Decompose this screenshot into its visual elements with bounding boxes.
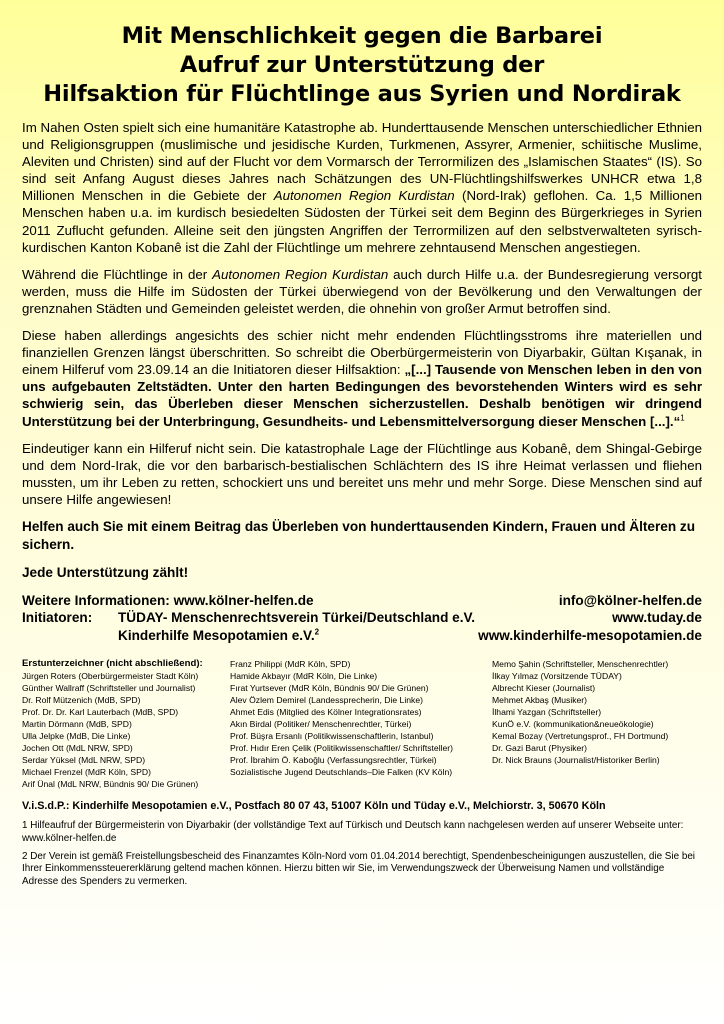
every-support-counts: Jede Unterstützung zählt! (22, 564, 189, 580)
signer-entry: Albrecht Kieser (Journalist) (492, 683, 596, 694)
info-row-org1 (22, 609, 702, 627)
initiators-label: Initiatoren: (22, 610, 93, 626)
signer-entry: Mehmet Akbaş (Musiker) (492, 695, 588, 706)
signers-column-2 (230, 658, 492, 790)
paragraph-aid-text-a: Während die Flüchtlinge in der (22, 266, 213, 282)
footnote-mark-1: 1 (680, 413, 685, 423)
signer-entry: Ulla Jelpke (MdB, Die Linke) (22, 731, 131, 742)
signer-entry: Akın Birdal (Politiker/ Menschenrechtler, Türkei) (230, 719, 412, 730)
signer-entry: Arif Ünal (MdL NRW, Bündnis 90/ Die Grünen) (22, 779, 199, 790)
region-name: Autonomen Region Kurdistan (212, 266, 389, 282)
title-line-3: Hilfsaktion für Flüchtlinge aus Syrien und Nordirak (43, 81, 681, 107)
signer-entry: Michael Frenzel (MdR Köln, SPD) (22, 767, 151, 778)
signer-entry: Serdar Yüksel (MdL NRW, SPD) (22, 755, 146, 766)
footnote-1: 1 Hilfeaufruf der Bürgermeisterin von Diyarbakir (der vollständige Text auf Türkisch und Deutsch kann nachgelesen werden auf unserer Webseite unter: www.kölner-helfen.de (22, 820, 684, 845)
signer-entry: Fırat Yurtsever (MdR Köln, Bündnis 90/ Die Grünen) (230, 683, 429, 694)
signer-entry: Ahmet Edis (Mitglied des Kölner Integrationsrates) (230, 707, 422, 718)
signer-entry: İlhami Yazgan (Schriftsteller) (492, 707, 602, 718)
org1-name: TÜDAY- Menschenrechtsverein Türkei/Deutschland e.V. (118, 610, 476, 626)
paragraph-situation-text-a: Im Nahen Osten spielt sich eine humanitäre Katastrophe ab. Hunderttausende Menschen unterschiedlicher Ethnien und Religionsgruppen (muslimische und jesidische Kurden, Turkmenen, Assyrer, Armenier, schiitische Muslime, Aleviten und Christen) sind auf der Flucht vor dem Vormarsch der Terrormilizen des „Islamischen Staates“ (IS). So sind seit Anfang August dieses Jahres nach Schätzungen des UN-Flüchtlingshilfswerkes UNHCR etwa 1,8 Millionen Menschen in die Gebiete der (22, 120, 702, 204)
signer-entry: Prof. Hıdır Eren Çelik (Politikwissenschaftler/ Schriftsteller) (230, 743, 454, 754)
signer-entry: Alev Özlem Demirel (Landessprecherin, Die Linke) (230, 695, 423, 706)
region-name: Autonomen Region Kurdistan (273, 188, 455, 204)
paragraph-aid (22, 266, 702, 317)
visdp-imprint: V.i.S.d.P.: Kinderhilfe Mesopotamien e.V., Postfach 80 07 43, 51007 Köln und Tüday e.V., Melchiorstr. 3, 50670 Köln (22, 800, 606, 813)
info-row-website (22, 592, 702, 610)
footnote-mark-2: 2 (314, 627, 320, 637)
signer-entry: Hamide Akbayır (MdR Köln, Die Linke) (230, 671, 378, 682)
signer-entry: Kemal Bozay (Vertretungsprof., FH Dortmund) (492, 731, 669, 742)
signer-entry: Franz Philippi (MdR Köln, SPD) (230, 659, 351, 670)
signer-entry: Jochen Ott (MdL NRW, SPD) (22, 743, 133, 754)
title-line-1: Mit Menschlichkeit gegen die Barbarei (121, 23, 603, 49)
signers-column-1 (22, 670, 230, 790)
info-row-org2 (22, 627, 702, 645)
signer-entry: Jürgen Roters (Oberbürgermeister Stadt Köln) (22, 671, 199, 682)
org2-name: Kinderhilfe Mesopotamien e.V. (118, 627, 315, 643)
contact-info (22, 592, 702, 645)
paragraph-situation (22, 119, 702, 256)
signer-entry: Prof. İbrahim Ö. Kaboğlu (Verfassungsrechtler, Türkei) (230, 755, 437, 766)
signer-entry: Dr. Nick Brauns (Journalist/Historiker Berlin) (492, 755, 660, 766)
signer-entry: Martin Dörmann (MdB, SPD) (22, 719, 132, 730)
title-line-2: Aufruf zur Unterstützung der (179, 52, 545, 78)
signers-heading: Erstunterzeichner (nicht abschließend): (22, 658, 203, 670)
signer-entry: Günther Wallraff (Schriftsteller und Journalist) (22, 683, 196, 694)
signer-entry: KunÖ e.V. (kommunikation&neueökologie) (492, 719, 654, 730)
paragraph-concern: Eindeutiger kann ein Hilferuf nicht sein. Die katastrophale Lage der Flüchtlinge aus Kobanê, dem Shingal-Gebirge und dem Nord-Irak, die vor den barbarisch-bestialischen Schlächtern des IS ihre Heimat verlassen und fliehen mussten, um ihr Leben zu retten, schockiert uns und bereitet uns mehr und mehr Sorge. Diese Menschen sind auf unsere Hilfe angewiesen! (22, 440, 702, 507)
signer-entry: Prof. Dr. Dr. Karl Lauterbach (MdB, SPD) (22, 707, 179, 718)
signer-entry: Dr. Gazi Barut (Physiker) (492, 743, 588, 754)
signer-entry: Prof. Büşra Ersanlı (Politikwissenschaftlerin, Istanbul) (230, 731, 434, 742)
flyer-title (22, 22, 702, 109)
paragraph-aid-text-b: auch durch Hilfe u.a. der Bundesregierung versorgt werden, muss die Hilfe im Südosten der Türkei überwiegend von der Bevölkerung und den Verwaltungen der grenznahen Städten und Gemeinden geleistet werden, die ohnehin von großer Armut betroffen sind. (22, 266, 702, 316)
paragraph-situation-text-b: (Nord-Irak) geflohen. Ca. 1,5 Millionen Menschen haben u.a. im kurdisch besiedelten Südosten der Türkei seit dem Beginn des Bürgerkrieges in Syrien 2011 Zuflucht gefunden. Alleine seit den jüngsten Angriffen der Terrormilizen auf den selbstverwalteten syrisch-kurdischen Kanton Kobanê ist die Zahl der Flüchtlinge um mehrere zehntausend Menschen angestiegen. (22, 188, 702, 255)
email-link[interactable]: info@kölner-helfen.de (558, 592, 702, 608)
signer-entry: Dr. Rolf Mützenich (MdB, SPD) (22, 695, 141, 706)
mayor-quote: „[...] Tausende von Menschen leben in den von uns aufgebauten Zeltstädten. Unter den harten Bedingungen des bevorstehenden Winters wird es sehr schwierig sein, das Überleben dieser Menschen sicherzustellen. Deshalb benötigen wir dringend Unterstützung bei der Unterbringung, Gesundheits- und Lebensmittelversorgung dieser Menschen [...].“ (22, 362, 702, 429)
org2-website-link[interactable]: www.kinderhilfe-mesopotamien.de (478, 627, 702, 643)
signer-entry: Sozialistische Jugend Deutschlands–Die Falken (KV Köln) (230, 767, 453, 778)
signers-column-3 (492, 658, 702, 790)
signer-entry: İlkay Yılmaz (Vorsitzende TÜDAY) (492, 671, 622, 682)
org1-website-link[interactable]: www.tuday.de (612, 610, 702, 626)
footnote-2: 2 Der Verein ist gemäß Freistellungsbescheid des Finanzamtes Köln-Nord vom 01.04.2014 berechtigt, Spendenbescheinigungen auszustellen, die Sie bei Ihrer Einkommenssteuererklärung geltend machen können. Hierzu bitten wir Sie, im Verwendungszweck der Überweisung Namen und vollständige Adresse des Spenders zu vermerken. (22, 850, 695, 887)
signer-entry: Memo Şahin (Schriftsteller, Menschenrechtler) (492, 659, 669, 670)
website-link[interactable]: www.kölner-helfen.de (173, 592, 314, 608)
paragraph-appeal-text: Diese haben allerdings angesichts des schier nicht mehr endenden Flüchtlingsstroms ihre materiellen und finanziellen Grenzen längst überschritten. So schreibt die Oberbürgermeisterin von Diyarbakir, Gültan Kışanak, in einem Hilferuf vom 23.09.14 an die Initiatoren dieser Hilfsaktion: (22, 328, 702, 378)
more-info-label: Weitere Informationen: (22, 592, 170, 608)
paragraph-appeal (22, 327, 702, 430)
call-to-action: Helfen auch Sie mit einem Beitrag das Überleben von hunderttausenden Kindern, Frauen und Älteren zu sichern. (22, 518, 696, 552)
